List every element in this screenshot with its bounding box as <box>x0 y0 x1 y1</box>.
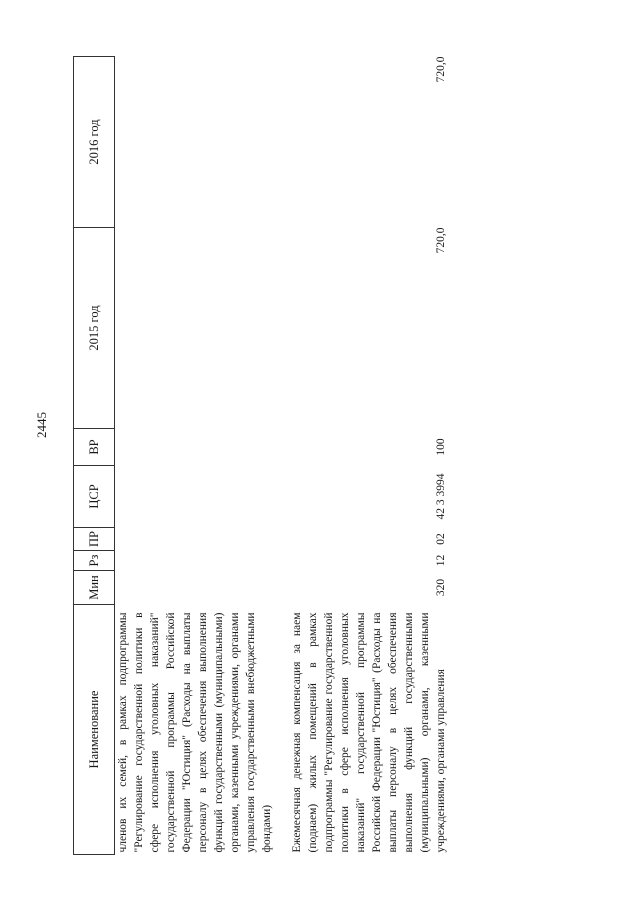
row-2015: 720,0 <box>435 227 447 254</box>
header-pr: ПР <box>74 528 115 551</box>
header-vr: ВР <box>74 429 115 466</box>
row-rz <box>115 551 276 571</box>
row-vr <box>115 429 276 466</box>
table-header-row <box>74 57 115 855</box>
row-min <box>115 571 276 605</box>
header-min: Мин <box>74 571 115 605</box>
row-csr: 42 3 3994 <box>435 473 447 520</box>
row-pr <box>115 528 276 551</box>
row-vr: 100 <box>435 438 447 456</box>
page-number: 2445 <box>34 412 49 438</box>
row-min: 320 <box>435 578 447 597</box>
header-2015: 2015 год <box>74 228 115 429</box>
header-2016: 2016 год <box>74 57 115 228</box>
rotated-table-container <box>73 57 633 855</box>
row-2015 <box>115 228 276 429</box>
header-csr: ЦСР <box>74 466 115 528</box>
row-name: членов их семей, в рамках подпрограммы "Регулирование государственной политики в сфере исполнения уголовных наказаний" государственной программы Российской Федерации "Юстиция" (Расходы на выплаты персоналу в целях обеспечения выполнения функций государственными (муниципальными) органами, казенными учреждениями, органами управления государственными внебюджетными фондами) <box>117 612 273 853</box>
budget-table <box>73 56 449 855</box>
row-csr <box>115 466 276 528</box>
row-pr: 02 <box>435 533 447 545</box>
header-name: Наименование <box>74 605 115 855</box>
header-rz: Рз <box>74 551 115 571</box>
row-name: Ежемесячная денежная компенсация за наем (поднаем) жилых помещений в рамках подпрограммы "Регулирование государственной политики в сфере исполнения уголовных наказаний" государственной программы Российской Федерации "Юстиция" (Расходы на выплаты персоналу в целях обеспечения выполнения функций государственными (муниципальными) органами, казенными учреждениями, органами управления <box>291 612 447 853</box>
row-2016 <box>115 57 276 228</box>
table-row <box>289 57 449 855</box>
table-row <box>115 57 276 855</box>
row-spacer <box>275 57 289 855</box>
row-rz: 12 <box>435 554 447 567</box>
row-2016: 720,0 <box>435 56 447 83</box>
